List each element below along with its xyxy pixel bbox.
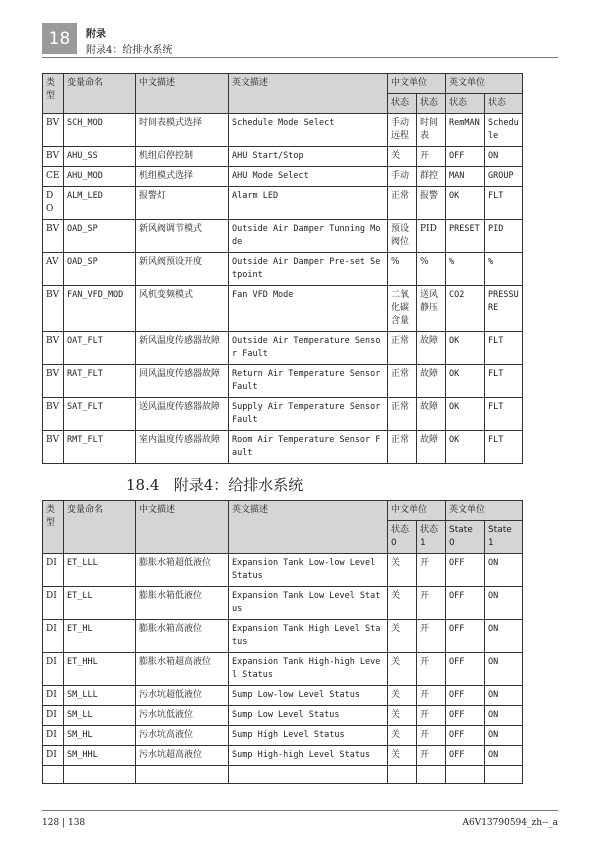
cell-cn-state0: 关	[388, 746, 417, 766]
table-row	[43, 187, 523, 220]
cell-cn-state1: 群控	[417, 167, 446, 187]
cell-en-state1: ON	[485, 587, 523, 620]
cell-cn-desc: 膨胀水箱超高液位	[136, 653, 229, 686]
cell-cn-desc: 报警灯	[136, 187, 229, 220]
cell-en-desc: Sump Low-low Level Status	[229, 686, 388, 706]
cell-en-state1: ON	[485, 706, 523, 726]
cell-cn-desc: 送风温度传感器故障	[136, 398, 229, 431]
section-title: 附录4：给排水系统	[173, 476, 304, 494]
cell-cn-state0: 正常	[388, 431, 417, 464]
cell-en-state1: ON	[485, 686, 523, 706]
col-var-name: 变量命名	[64, 501, 136, 554]
col-en-desc: 英文描述	[229, 501, 388, 554]
cell-en-state1: GROUP	[485, 167, 523, 187]
cell-cn-desc: 新风阀调节模式	[136, 220, 229, 253]
cell-cn-state1: PID	[417, 220, 446, 253]
cell-en-desc: Supply Air Temperature Sensor Fault	[229, 398, 388, 431]
cell-cn-desc: 污水坑超高液位	[136, 746, 229, 766]
cell-en-state0: OFF	[446, 587, 485, 620]
cell-cn-state1: 开	[417, 620, 446, 653]
cell-cn-state1: 开	[417, 587, 446, 620]
cell-en-state0: CO2	[446, 286, 485, 332]
cell-var-name: ALM_LED	[64, 187, 136, 220]
cell-en-desc: Sump Low Level Status	[229, 706, 388, 726]
footer-divider	[42, 810, 558, 811]
cell-cn-state0: 关	[388, 620, 417, 653]
cell-type: DI	[43, 653, 64, 686]
cell-type: CE	[43, 167, 64, 187]
header-subtitle: 附录4：给排水系统	[86, 45, 173, 56]
cell-var-name: SM_HHL	[64, 746, 136, 766]
cell-var-name: SM_LL	[64, 706, 136, 726]
col-cn-unit: 中文单位	[388, 501, 446, 521]
cell-cn-desc	[136, 766, 229, 784]
cell-cn-state0: 关	[388, 147, 417, 167]
cell-en-state1: FLT	[485, 398, 523, 431]
section-number: 18.4	[126, 476, 160, 494]
cell-en-desc: AHU Start/Stop	[229, 147, 388, 167]
cell-en-desc: Expansion Tank Low Level Status	[229, 587, 388, 620]
total-pages: 138	[67, 818, 86, 828]
cell-var-name: SCH_MOD	[64, 114, 136, 147]
cell-en-state1: ON	[485, 746, 523, 766]
cell-var-name: ET_HHL	[64, 653, 136, 686]
cell-en-state0: OFF	[446, 746, 485, 766]
cell-type: DI	[43, 587, 64, 620]
table-row	[43, 114, 523, 147]
cell-en-desc: Expansion Tank High-high Level Status	[229, 653, 388, 686]
subheader-state: 状态1	[417, 521, 446, 554]
cell-var-name: RAT_FLT	[64, 365, 136, 398]
col-cn-unit: 中文单位	[388, 74, 446, 94]
cell-cn-state1	[417, 766, 446, 784]
points-table-water	[42, 500, 523, 784]
table-row	[43, 286, 523, 332]
cell-var-name: ET_LLL	[64, 554, 136, 587]
cell-cn-state0: 关	[388, 554, 417, 587]
cell-en-state0: OK	[446, 431, 485, 464]
cell-cn-desc: 风机变频模式	[136, 286, 229, 332]
cell-cn-state1: 故障	[417, 332, 446, 365]
cell-var-name: ET_LL	[64, 587, 136, 620]
cell-en-desc: Fan VFD Mode	[229, 286, 388, 332]
cell-cn-desc: 机组启停控制	[136, 147, 229, 167]
cell-cn-state0: 预设阀位	[388, 220, 417, 253]
cell-cn-desc: 膨胀水箱低液位	[136, 587, 229, 620]
table-row	[43, 365, 523, 398]
subheader-state: State 1	[485, 521, 523, 554]
points-table-ahu	[42, 73, 523, 464]
col-en-desc: 英文描述	[229, 74, 388, 114]
cell-en-desc: Expansion Tank High Level Status	[229, 620, 388, 653]
cell-cn-state1: 送风静压	[417, 286, 446, 332]
cell-type: BV	[43, 114, 64, 147]
table-row	[43, 587, 523, 620]
table-row	[43, 653, 523, 686]
cell-en-desc: Outside Air Damper Pre-set Setpoint	[229, 253, 388, 286]
cell-cn-state1: 故障	[417, 398, 446, 431]
cell-var-name: ET_HL	[64, 620, 136, 653]
cell-en-state1: FLT	[485, 187, 523, 220]
cell-en-desc: Room Air Temperature Sensor Fault	[229, 431, 388, 464]
cell-en-state1: FLT	[485, 431, 523, 464]
cell-en-state0: OK	[446, 365, 485, 398]
cell-cn-desc: 回风温度传感器故障	[136, 365, 229, 398]
cell-var-name: OAD_SP	[64, 220, 136, 253]
cell-cn-state1: 时间表	[417, 114, 446, 147]
cell-type: BV	[43, 220, 64, 253]
cell-cn-state0: 正常	[388, 332, 417, 365]
cell-cn-state0: 关	[388, 686, 417, 706]
cell-cn-state0	[388, 766, 417, 784]
subheader-state: 状态0	[388, 521, 417, 554]
cell-en-state1: ON	[485, 147, 523, 167]
cell-en-state1: FLT	[485, 365, 523, 398]
col-cn-desc: 中文描述	[136, 74, 229, 114]
cell-type: BV	[43, 431, 64, 464]
cell-en-desc: Alarm LED	[229, 187, 388, 220]
cell-var-name: SM_LLL	[64, 686, 136, 706]
cell-cn-state0: 正常	[388, 398, 417, 431]
table-row	[43, 220, 523, 253]
table-row	[43, 332, 523, 365]
cell-en-state0: %	[446, 253, 485, 286]
cell-en-desc: Outside Air Damper Tunning Mode	[229, 220, 388, 253]
cell-type: BV	[43, 286, 64, 332]
cell-en-state0: PRESET	[446, 220, 485, 253]
cell-cn-state1: 故障	[417, 365, 446, 398]
cell-cn-state0: 手动远程	[388, 114, 417, 147]
cell-en-state0: OFF	[446, 147, 485, 167]
table-row	[43, 431, 523, 464]
cell-en-state0: OFF	[446, 620, 485, 653]
cell-var-name: AHU_MOD	[64, 167, 136, 187]
cell-en-desc	[229, 766, 388, 784]
cell-cn-state0: %	[388, 253, 417, 286]
table-row	[43, 253, 523, 286]
cell-type: BV	[43, 398, 64, 431]
cell-cn-state0: 二氧化碳含量	[388, 286, 417, 332]
cell-type: BV	[43, 365, 64, 398]
cell-en-state1: ON	[485, 554, 523, 587]
cell-cn-state1: 开	[417, 746, 446, 766]
cell-en-state0: OFF	[446, 653, 485, 686]
cell-cn-state1: 开	[417, 147, 446, 167]
table-row	[43, 167, 523, 187]
cell-type: DO	[43, 187, 64, 220]
cell-type: DI	[43, 706, 64, 726]
cell-cn-state1: 报警	[417, 187, 446, 220]
table-row	[43, 620, 523, 653]
cell-en-state0: OK	[446, 398, 485, 431]
cell-cn-desc: 室内温度传感器故障	[136, 431, 229, 464]
cell-type: DI	[43, 554, 64, 587]
subheader-state: 状态	[485, 94, 523, 114]
col-en-unit: 英文单位	[446, 74, 523, 94]
cell-cn-desc: 污水坑高液位	[136, 726, 229, 746]
cell-type: DI	[43, 686, 64, 706]
cell-en-desc: Outside Air Temperature Sensor Fault	[229, 332, 388, 365]
cell-cn-state0: 手动	[388, 167, 417, 187]
table-row	[43, 746, 523, 766]
cell-cn-state1: 开	[417, 726, 446, 746]
cell-en-state1: ON	[485, 653, 523, 686]
cell-var-name: SM_HL	[64, 726, 136, 746]
table-row	[43, 147, 523, 167]
cell-cn-desc: 污水坑低液位	[136, 706, 229, 726]
cell-en-state1	[485, 766, 523, 784]
cell-en-state1: PRESSURE	[485, 286, 523, 332]
cell-cn-desc: 机组模式选择	[136, 167, 229, 187]
col-cn-desc: 中文描述	[136, 501, 229, 554]
cell-en-state0: MAN	[446, 167, 485, 187]
cell-en-desc: Return Air Temperature Sensor Fault	[229, 365, 388, 398]
page-number	[42, 818, 85, 828]
col-en-unit: 英文单位	[446, 501, 523, 521]
cell-type	[43, 766, 64, 784]
cell-en-desc: Expansion Tank Low-low Level Status	[229, 554, 388, 587]
cell-cn-state0: 正常	[388, 365, 417, 398]
cell-cn-state0: 关	[388, 587, 417, 620]
cell-en-desc: Schedule Mode Select	[229, 114, 388, 147]
cell-en-state1: PID	[485, 220, 523, 253]
cell-cn-desc: 时间表模式选择	[136, 114, 229, 147]
page-separator: |	[62, 818, 66, 828]
col-var-name: 变量命名	[64, 74, 136, 114]
cell-en-desc: Sump High Level Status	[229, 726, 388, 746]
col-type: 类型	[43, 74, 64, 114]
cell-cn-state0: 关	[388, 706, 417, 726]
cell-cn-desc: 污水坑超低液位	[136, 686, 229, 706]
cell-cn-desc: 膨胀水箱高液位	[136, 620, 229, 653]
cell-cn-desc: 新风阀预设开度	[136, 253, 229, 286]
cell-type: AV	[43, 253, 64, 286]
table-row	[43, 706, 523, 726]
cell-en-state1: ON	[485, 620, 523, 653]
cell-var-name: OAT_FLT	[64, 332, 136, 365]
cell-en-state1: Schedule	[485, 114, 523, 147]
table-row	[43, 686, 523, 706]
subheader-state: 状态	[446, 94, 485, 114]
subheader-state: State 0	[446, 521, 485, 554]
cell-type: DI	[43, 746, 64, 766]
cell-var-name: FAN_VFD_MOD	[64, 286, 136, 332]
cell-type: DI	[43, 620, 64, 653]
col-type: 类型	[43, 501, 64, 554]
cell-en-state0: RemMAN	[446, 114, 485, 147]
cell-cn-state0: 正常	[388, 187, 417, 220]
cell-cn-state0: 关	[388, 653, 417, 686]
cell-type: BV	[43, 332, 64, 365]
current-page: 128	[42, 818, 60, 828]
cell-en-state1: %	[485, 253, 523, 286]
cell-cn-desc: 膨胀水箱超低液位	[136, 554, 229, 587]
table-row	[43, 554, 523, 587]
header-title: 附录	[86, 29, 106, 40]
table-row	[43, 766, 523, 784]
cell-en-desc: AHU Mode Select	[229, 167, 388, 187]
cell-en-state0: OFF	[446, 686, 485, 706]
cell-en-state0: OK	[446, 187, 485, 220]
document-id: A6V13790594_zh--_a	[462, 818, 558, 828]
table-row	[43, 398, 523, 431]
cell-var-name: SAT_FLT	[64, 398, 136, 431]
cell-en-state1: ON	[485, 726, 523, 746]
cell-en-state0: OFF	[446, 554, 485, 587]
cell-var-name: AHU_SS	[64, 147, 136, 167]
cell-en-state0: OFF	[446, 726, 485, 746]
subheader-state: 状态	[417, 94, 446, 114]
cell-var-name	[64, 766, 136, 784]
cell-type: BV	[43, 147, 64, 167]
cell-en-state0	[446, 766, 485, 784]
cell-cn-state1: 开	[417, 706, 446, 726]
cell-cn-state1: 故障	[417, 431, 446, 464]
cell-cn-state1: 开	[417, 686, 446, 706]
cell-cn-state1: 开	[417, 554, 446, 587]
section-heading	[126, 474, 303, 495]
cell-en-state1: FLT	[485, 332, 523, 365]
chapter-number-badge: 18	[42, 23, 77, 54]
cell-type: DI	[43, 726, 64, 746]
header-divider	[42, 57, 558, 58]
cell-en-state0: OFF	[446, 706, 485, 726]
cell-var-name: OAD_SP	[64, 253, 136, 286]
cell-cn-state0: 关	[388, 726, 417, 746]
cell-en-desc: Sump High-high Level Status	[229, 746, 388, 766]
cell-var-name: RMT_FLT	[64, 431, 136, 464]
subheader-state: 状态	[388, 94, 417, 114]
cell-en-state0: OK	[446, 332, 485, 365]
cell-cn-state1: 开	[417, 653, 446, 686]
table-row	[43, 726, 523, 746]
cell-cn-state1: %	[417, 253, 446, 286]
cell-cn-desc: 新风温度传感器故障	[136, 332, 229, 365]
